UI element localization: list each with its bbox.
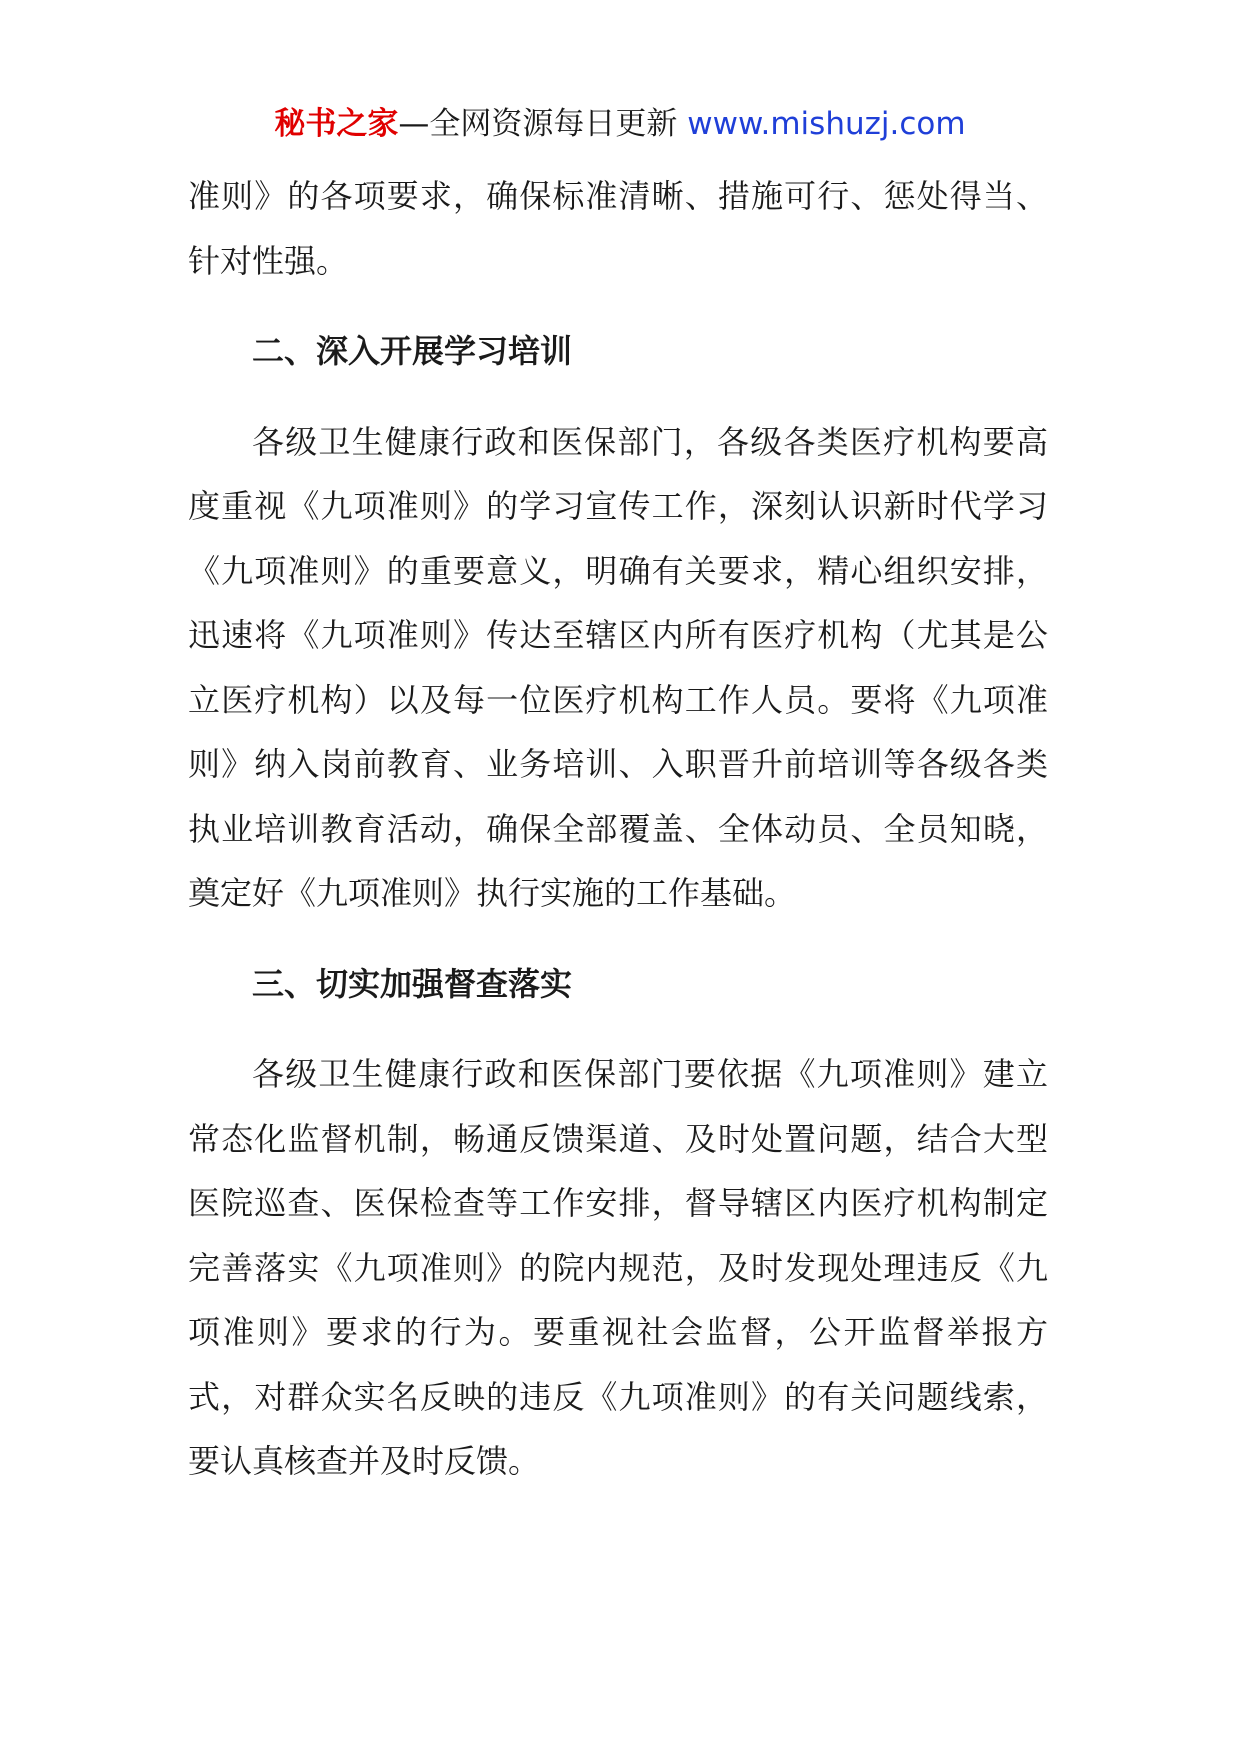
spacer bbox=[188, 926, 1048, 952]
section-heading-2: 二、深入开展学习培训 bbox=[252, 332, 573, 370]
site-header bbox=[0, 102, 1240, 146]
spacer bbox=[188, 1016, 1048, 1042]
site-slogan: —全网资源每日更新 bbox=[398, 106, 688, 142]
site-url-link[interactable]: www.mishuzj.com bbox=[687, 106, 966, 142]
intro-paragraph: 准则》的各项要求，确保标准清晰、措施可行、惩处得当、针对性强。 bbox=[188, 177, 1048, 280]
spacer bbox=[188, 384, 1048, 410]
section-2-paragraph: 各级卫生健康行政和医保部门，各级各类医疗机构要高度重视《九项准则》的学习宣传工作，深刻认识新时代学习《九项准则》的重要意义，明确有关要求，精心组织安排，迅速将《九项准则》传达至辖区内所有医疗机构（尤其是公立医疗机构）以及每一位医疗机构工作人员。要将《九项准则》纳入岗前教育、业务培训、入职晋升前培训等各级各类执业培训教育活动，确保全部覆盖、全体动员、全员知晓，奠定好《九项准则》执行实施的工作基础。 bbox=[188, 422, 1048, 912]
site-brand: 秘书之家 bbox=[274, 106, 399, 142]
document-body bbox=[188, 164, 1048, 1494]
section-3-paragraph: 各级卫生健康行政和医保部门要依据《九项准则》建立常态化监督机制，畅通反馈渠道、及时处置问题，结合大型医院巡查、医保检查等工作安排，督导辖区内医疗机构制定完善落实《九项准则》的院内规范，及时发现处理违反《九项准则》要求的行为。要重视社会监督，公开监督举报方式，对群众实名反映的违反《九项准则》的有关问题线索，要认真核查并及时反馈。 bbox=[188, 1055, 1048, 1480]
section-heading-3: 三、切实加强督查落实 bbox=[252, 964, 573, 1003]
spacer bbox=[188, 293, 1048, 319]
